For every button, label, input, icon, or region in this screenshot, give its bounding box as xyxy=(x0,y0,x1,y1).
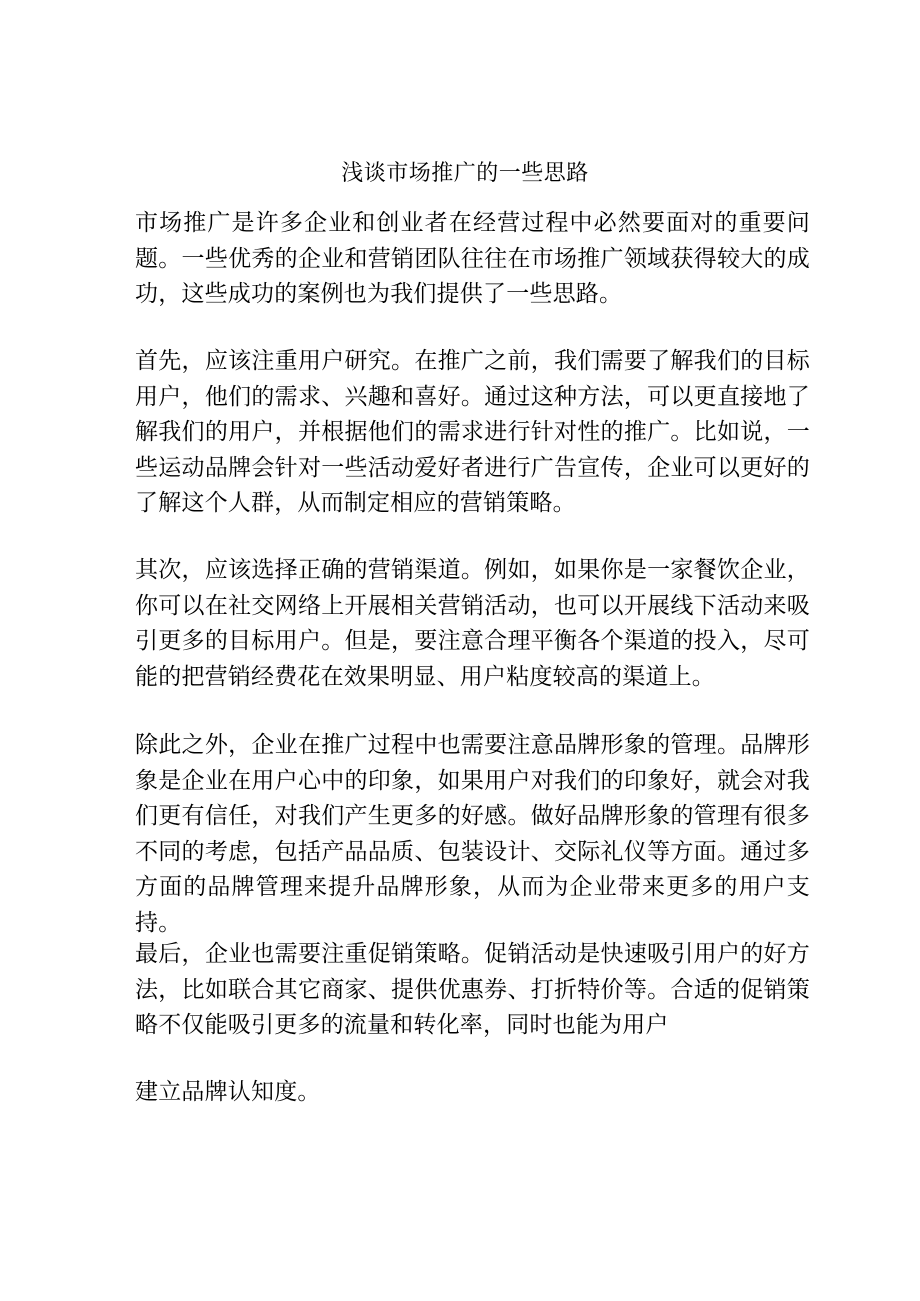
paragraph-intro: 市场推广是许多企业和创业者在经营过程中必然要面对的重要问题。一些优秀的企业和营销团队往往在市场推广领域获得较大的成功，这些成功的案例也为我们提供了一些思路。 xyxy=(135,210,810,307)
paragraph-brand-awareness: 建立品牌认知度。 xyxy=(135,1079,321,1105)
paragraph-marketing-channels: 其次，应该选择正确的营销渠道。例如，如果你是一家餐饮企业，你可以在社交网络上开展相关营销活动，也可以开展线下活动来吸引更多的目标用户。但是，要注意合理平衡各个渠道的投入，尽可能的把营销经费花在效果明显、用户粘度较高的渠道上。 xyxy=(135,557,810,690)
paragraph-brand-image: 除此之外，企业在推广过程中也需要注意品牌形象的管理。品牌形象是企业在用户心中的印象，如果用户对我们的印象好，就会对我们更有信任，对我们产生更多的好感。做好品牌形象的管理有很多不同的考虑，包括产品品质、包装设计、交际礼仪等方面。通过多方面的品牌管理来提升品牌形象，从而为企业带来更多的用户支持。 xyxy=(135,732,810,936)
paragraph-promotion-strategy: 最后，企业也需要注重促销策略。促销活动是快速吸引用户的好方法，比如联合其它商家、提供优惠券、打折特价等。合适的促销策略不仅能吸引更多的流量和转化率，同时也能为用户 xyxy=(135,941,810,1038)
document-title: 浅谈市场推广的一些思路 xyxy=(341,161,589,186)
paragraph-user-research: 首先，应该注重用户研究。在推广之前，我们需要了解我们的目标用户，他们的需求、兴趣和喜好。通过这种方法，可以更直接地了解我们的用户，并根据他们的需求进行针对性的推广。比如说，一些运动品牌会针对一些活动爱好者进行广告宣传，企业可以更好的了解这个人群，从而制定相应的营销策略。 xyxy=(135,348,810,516)
